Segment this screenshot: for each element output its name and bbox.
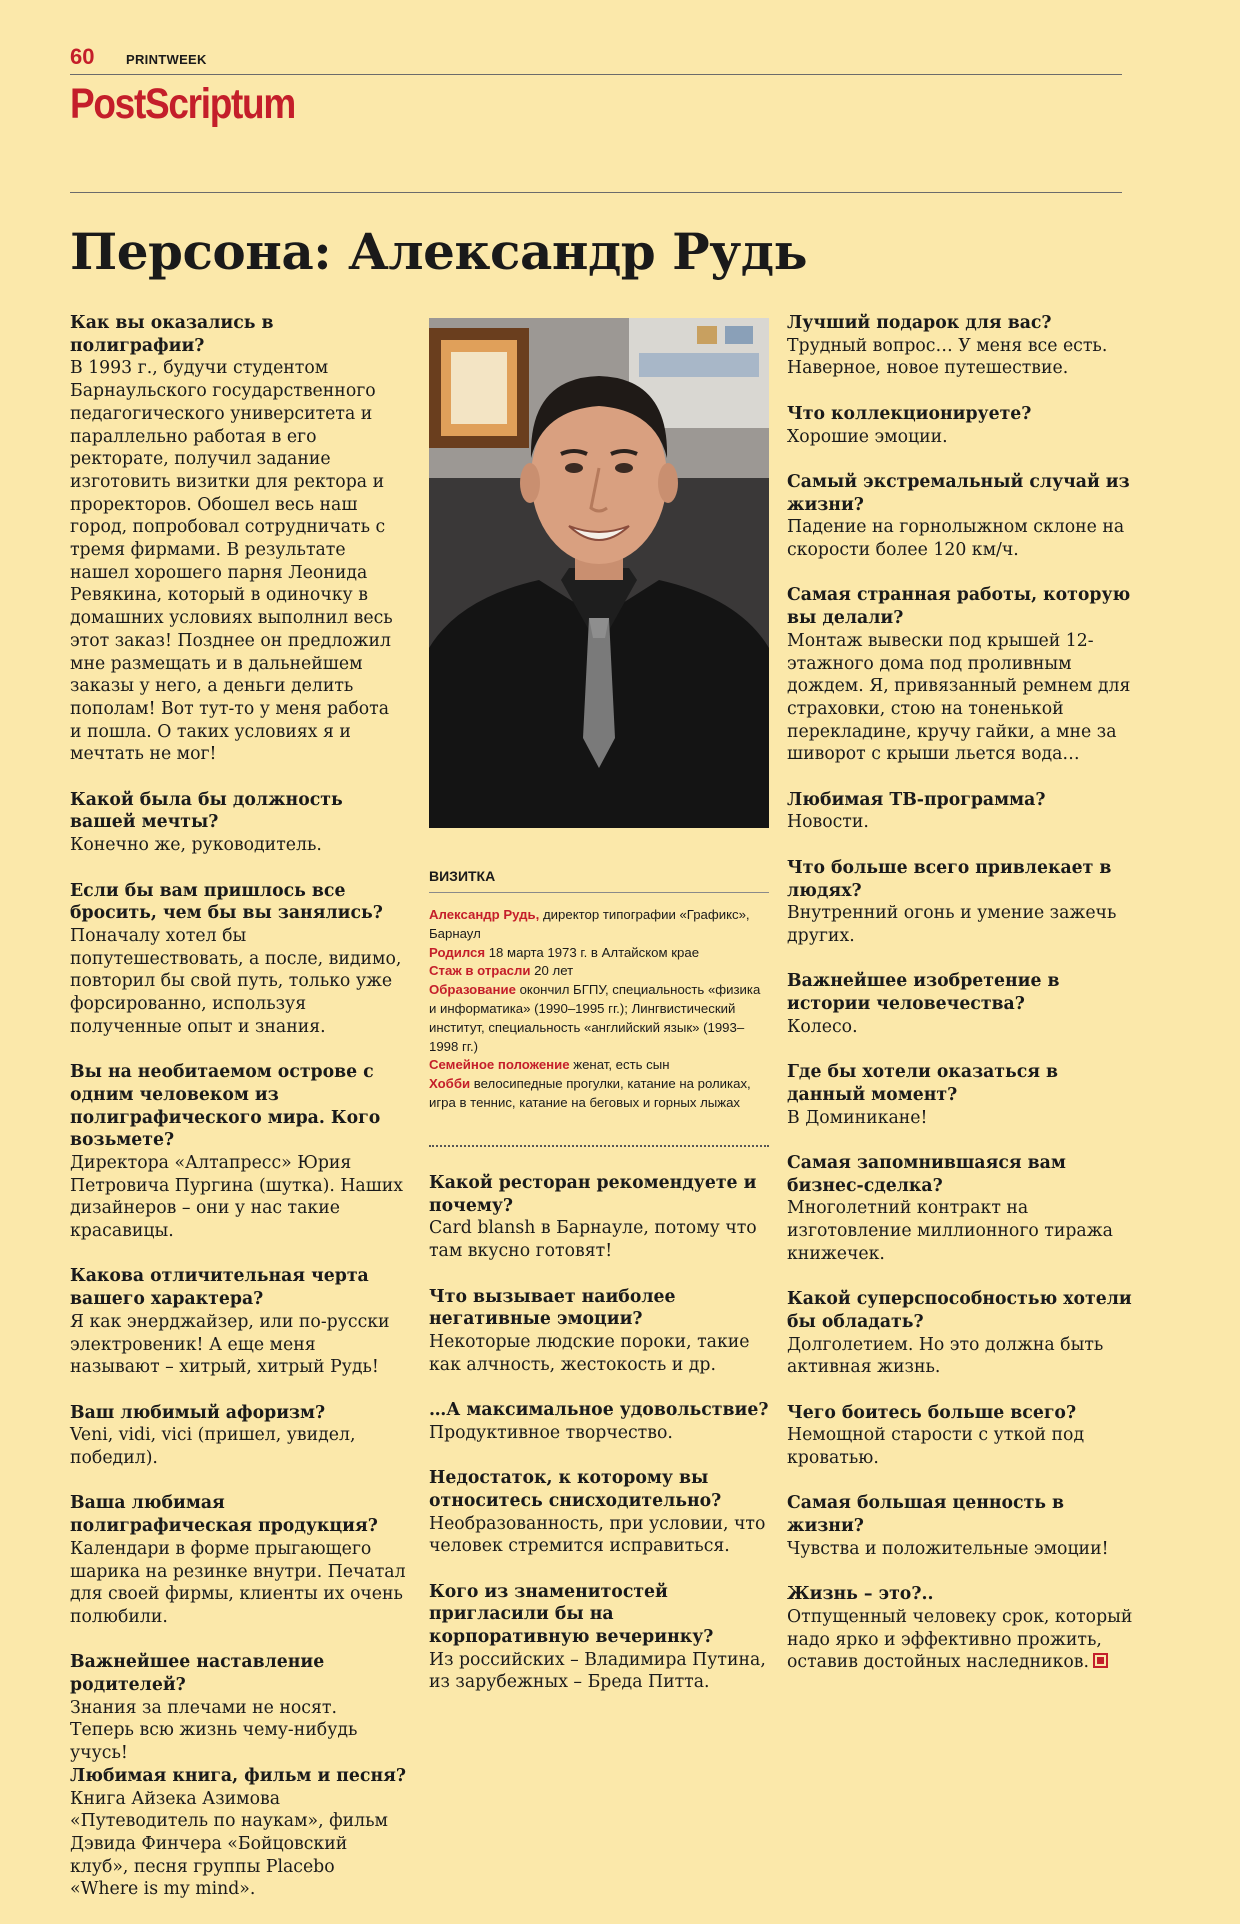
card-born-label: Родился xyxy=(429,944,486,960)
qa-item xyxy=(787,584,1139,766)
card-exp-label: Стаж в отрасли xyxy=(429,963,531,979)
question: Жизнь – это?.. xyxy=(787,1584,934,1605)
qa-item xyxy=(70,1765,406,1901)
card-edu: окончил БГПУ, специальность «физика и информатика» (1990–1995 гг.); Лингвистический институт, специальность «английский язык» (1993–1998 гг.) xyxy=(429,982,761,1054)
answer: Знания за плечами не носят. Теперь всю жизнь чему-нибудь учусь! xyxy=(70,1697,358,1764)
question: Чего боитесь больше всего? xyxy=(787,1402,1077,1423)
qa-item xyxy=(70,789,406,857)
portrait-photo xyxy=(429,318,769,828)
publication-name: PRINTWEEK xyxy=(126,52,207,67)
card-dotted-rule xyxy=(429,1145,769,1147)
card-exp-line xyxy=(429,962,769,981)
qa-item xyxy=(70,880,406,1039)
answer: В Доминикане! xyxy=(787,1107,928,1128)
question: Какой ресторан рекомендуете и почему? xyxy=(429,1173,757,1216)
question: Какова отличительная черта вашего характера? xyxy=(70,1266,369,1310)
qa-item xyxy=(787,312,1139,380)
answer: Я как энерджайзер, или по-русски электровеник! А еще меня называют – хитрый, хитрый Рудь! xyxy=(70,1311,390,1378)
qa-item xyxy=(787,403,1139,448)
qa-item xyxy=(787,1492,1139,1560)
header-rule xyxy=(70,74,1122,75)
end-mark-icon xyxy=(1093,1653,1108,1668)
question: Что больше всего привлекает в людях? xyxy=(787,857,1112,901)
qa-item xyxy=(787,857,1139,948)
question: Что вызывает наиболее негативные эмоции? xyxy=(429,1286,676,1330)
qa-column-3 xyxy=(787,312,1139,1697)
answer: Монтаж вывески под крышей 12-этажного дома под проливным дождем. Я, привязанный ремнем для страховки, стою на тоненькой перекладине, кручу гайки, а мне за шиворот с крыши льется вода… xyxy=(787,630,1131,765)
question: Если бы вам пришлось все бросить, чем бы вы занялись? xyxy=(70,880,383,924)
card-title: ВИЗИТКА xyxy=(429,868,496,884)
question: Какой была бы должность вашей мечты? xyxy=(70,789,343,833)
card-family: женат, есть сын xyxy=(569,1057,670,1073)
card-hobby: велосипедные прогулки, катание на роликах, игра в теннис, катание на беговых и горных лыжах xyxy=(429,1076,751,1110)
question: Любимая книга, фильм и песня? xyxy=(70,1765,406,1786)
qa-item xyxy=(429,1581,769,1695)
answer-last xyxy=(787,1606,1139,1674)
answer: Книга Айзека Азимова «Путеводитель по наукам», фильм Дэвида Финчера «Бойцовский клуб», песня группы Placebo «Where is my mind». xyxy=(70,1788,388,1900)
answer: Продуктивное творчество. xyxy=(429,1422,673,1443)
business-card xyxy=(429,906,769,1113)
answer: Многолетний контракт на изготовление миллионного тиража книжечек. xyxy=(787,1198,1113,1264)
card-rule xyxy=(429,892,769,893)
qa-item xyxy=(787,1288,1139,1379)
article-title: Персона: Александр Рудь xyxy=(70,222,808,281)
question: Вы на необитаемом острове с одним человеком из полиграфического мира. Кого возьмете? xyxy=(70,1062,381,1151)
card-born-line xyxy=(429,944,769,963)
qa-item xyxy=(429,1399,769,1444)
answer: В 1993 г., будучи студентом Барнаульского государственного педагогического университета и параллельно работая в его ректорате, получил задание изготовить визитки для ректора и проректоров. Обошел весь наш город, попробовал сотрудничать с тремя фирмами. В результате нашел хорошего парня Леонида Ревякина, который в одиночку в домашних условиях выполнил весь этот заказ! Позднее он предложил мне размещать и в дальнейшем заказы у него, а деньги делить пополам! Вот тут-то у меня работа и пошла. О таких условиях я и мечтать не мог! xyxy=(70,358,393,765)
question: Ваш любимый афоризм? xyxy=(70,1402,326,1423)
question: Где бы хотели оказаться в данный момент? xyxy=(787,1062,1059,1105)
answer: Из российских – Владимира Путина, из зарубежных – Бреда Питта. xyxy=(429,1649,766,1693)
qa-item xyxy=(429,1286,769,1377)
answer: Хорошие эмоции. xyxy=(787,426,948,447)
answer: Необразованность, при условии, что человек стремится исправиться. xyxy=(429,1513,766,1557)
answer: Немощной старости с уткой под кроватью. xyxy=(787,1425,1085,1468)
answer: Новости. xyxy=(787,812,869,833)
card-born: 18 марта 1973 г. в Алтайском крае xyxy=(485,944,700,960)
qa-item xyxy=(787,1061,1139,1129)
qa-item xyxy=(70,1651,406,1765)
card-name-line xyxy=(429,906,769,944)
question: Любимая ТВ-программа? xyxy=(787,789,1046,810)
card-hobby-line xyxy=(429,1075,769,1113)
qa-item xyxy=(787,1402,1139,1470)
card-name: Александр Рудь, xyxy=(429,907,540,922)
qa-column-2 xyxy=(429,1172,769,1717)
question: Самая запомнившаяся вам бизнес-сделка? xyxy=(787,1152,1066,1196)
question: Важнейшее изобретение в истории человечества? xyxy=(787,971,1060,1014)
card-family-line xyxy=(429,1056,769,1075)
answer: Чувства и положительные эмоции! xyxy=(787,1538,1109,1559)
card-position: директор типографии «Графикс», Барнаул xyxy=(429,907,750,941)
section-title: PostScriptum xyxy=(70,80,295,128)
answer: Поначалу хотел бы попутешествовать, а после, видимо, повторил бы свой путь, только уже форсированно, используя полученные опыт и знания. xyxy=(70,925,402,1037)
answer: Внутренний огонь и умение зажечь других. xyxy=(787,903,1117,946)
question: Ваша любимая полиграфическая продукция? xyxy=(70,1493,378,1537)
answer: Директора «Алтапресс» Юрия Петровича Пургина (шутка). Наших дизайнеров – они у нас такие красавицы. xyxy=(70,1152,404,1242)
question: Какой суперспособностью хотели бы обладать? xyxy=(787,1289,1132,1332)
qa-item xyxy=(70,1265,406,1379)
portrait-illustration xyxy=(429,318,769,828)
qa-item xyxy=(787,970,1139,1038)
answer: Некоторые людские пороки, такие как алчность, жестокость и др. xyxy=(429,1331,750,1375)
question: Важнейшее наставление родителей? xyxy=(70,1652,325,1696)
qa-item xyxy=(787,789,1139,834)
card-family-label: Семейное положение xyxy=(429,1057,570,1073)
qa-item xyxy=(429,1467,769,1558)
card-exp: 20 лет xyxy=(530,963,574,979)
qa-item xyxy=(70,1492,406,1628)
question: Лучший подарок для вас? xyxy=(787,313,1052,333)
card-edu-line xyxy=(429,981,769,1056)
question: Как вы оказались в полиграфии? xyxy=(70,313,274,356)
question: Кого из знаменитостей пригласили бы на корпоративную вечеринку? xyxy=(429,1581,714,1647)
card-edu-label: Образование xyxy=(429,982,516,998)
answer: Трудный вопрос… У меня все есть. Наверное, новое путешествие. xyxy=(787,335,1108,379)
qa-column-1 xyxy=(70,312,406,1924)
qa-item xyxy=(70,1061,406,1243)
answer: Колесо. xyxy=(787,1016,858,1037)
card-hobby-label: Хобби xyxy=(429,1076,471,1092)
qa-item xyxy=(70,1402,406,1470)
qa-item xyxy=(70,312,406,766)
qa-item xyxy=(787,471,1139,562)
section-rule xyxy=(70,192,1122,193)
qa-item xyxy=(429,1172,769,1263)
answer: Конечно же, руководитель. xyxy=(70,835,322,856)
question: Недостаток, к которому вы относитесь снисходительно? xyxy=(429,1468,722,1511)
answer: Veni, vidi, vici (пришел, увидел, победил). xyxy=(70,1425,356,1469)
answer: Долголетием. Но это должна быть активная жизнь. xyxy=(787,1334,1104,1378)
question: …А максимальное удовольствие? xyxy=(429,1400,769,1420)
question: Самая большая ценность в жизни? xyxy=(787,1493,1065,1537)
qa-item xyxy=(787,1583,1139,1674)
answer: Отпущенный человеку срок, который надо ярко и эффективно прожить, оставив достойных наследников. xyxy=(787,1606,1133,1673)
answer: Card blansh в Барнауле, потому что там вкусно готовят! xyxy=(429,1218,757,1262)
qa-item xyxy=(787,1152,1139,1266)
page-number: 60 xyxy=(70,44,95,69)
question: Самая странная работы, которую вы делали? xyxy=(787,585,1131,629)
question: Самый экстремальный случай из жизни? xyxy=(787,471,1130,515)
question: Что коллекционируете? xyxy=(787,403,1032,424)
answer: Падение на горнолыжном склоне на скорости более 120 км/ч. xyxy=(787,517,1125,560)
answer: Календари в форме прыгающего шарика на резинке внутри. Печатал для своей фирмы, клиенты их очень полюбили. xyxy=(70,1538,406,1627)
